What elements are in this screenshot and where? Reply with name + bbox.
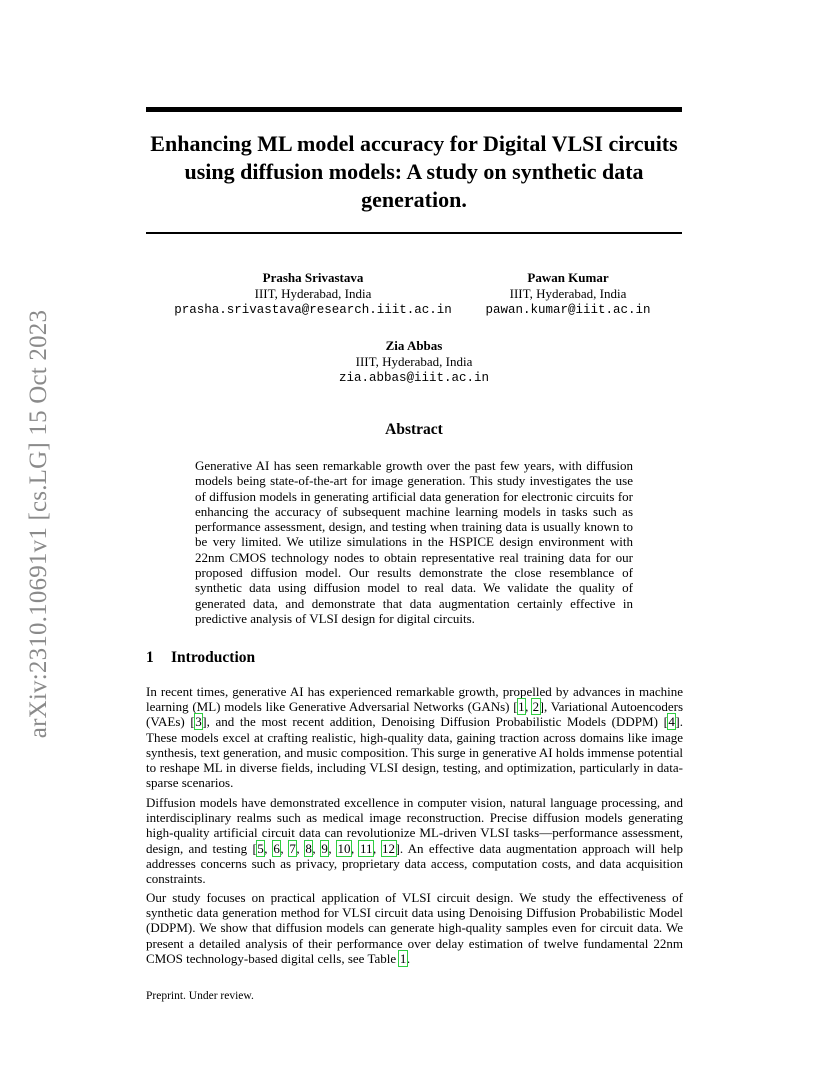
paragraph-text: ,: [280, 840, 289, 856]
author-name: Pawan Kumar: [527, 270, 609, 285]
paragraph-text: ,: [350, 840, 360, 856]
intro-paragraph-1: [146, 684, 683, 790]
author-affiliation: IIIT, Hyderabad, India: [254, 286, 372, 301]
paragraph-text: ,: [525, 699, 533, 715]
paragraph-text: In recent times, generative AI has experienced remarkable growth, propelled by advances in machine learning (ML) models like Generative Adversarial Networks (GANs) [: [146, 684, 683, 715]
citation-link[interactable]: 11: [359, 840, 373, 856]
citation-link[interactable]: 6: [273, 840, 280, 856]
paragraph-text: ,: [328, 840, 337, 856]
author-block-2: [476, 270, 660, 318]
paragraph-text: .: [406, 950, 411, 966]
paragraph-text: ]. These models excel at crafting realistic, high-quality data, gaining traction across domains like image synthesis, text generation, and music composition. This surge in generative AI holds immense potential to reshape ML in diverse fields, including VLSI design, testing, and optimization, particularly in data-sparse scenarios.: [146, 714, 683, 791]
arxiv-sidebar-stamp: [22, 290, 56, 758]
author-name: Zia Abbas: [385, 338, 443, 353]
page-footer-note: Preprint. Under review.: [146, 990, 254, 1002]
paragraph-text: ], Variational Autoencoders (VAEs) [: [146, 699, 684, 730]
citation-link[interactable]: 5: [257, 840, 264, 856]
title-top-rule: [146, 107, 682, 112]
paper-title: Enhancing ML model accuracy for Digital VLSI circuits using diffusion models: A study on synthetic data generation.: [150, 131, 678, 212]
abstract-heading: Abstract: [385, 421, 443, 438]
title-bottom-rule: [146, 232, 682, 234]
arxiv-identifier: arXiv:2310.10691v1 [cs.LG] 15 Oct 2023: [25, 309, 52, 739]
paragraph-text: ,: [264, 840, 273, 856]
intro-paragraph-3: [146, 890, 683, 966]
paragraph-text: ,: [312, 840, 321, 856]
author-block-1: [168, 270, 458, 318]
paragraph-text: Diffusion models have demonstrated excellence in computer vision, natural language processing, and interdisciplinary realms such as medical image reconstruction. Precise diffusion models generating high-quality artificial circuit data can revolutionize ML-driven VLSI tasks—performance assessment, design, and testing [: [146, 795, 683, 856]
paragraph-text: ]. An effective data augmentation approach will help addresses concerns such as privacy, proprietary data access, computation costs, and data acquisition constraints.: [146, 840, 684, 887]
author-email[interactable]: prasha.srivastava@research.iiit.ac.in: [174, 303, 452, 317]
citation-link[interactable]: 7: [289, 840, 296, 856]
author-email[interactable]: zia.abbas@iiit.ac.in: [338, 371, 490, 385]
section-title: Introduction: [171, 649, 256, 666]
section-heading: [146, 649, 682, 667]
section-number: 1: [146, 649, 154, 666]
abstract-text: Generative AI has seen remarkable growth over the past few years, with diffusion models being state-of-the-art for image generation. This study investigates the use of diffusion models in generating artificial data generation for electronic circuits for enhancing the accuracy of subsequent machine learning models in tasks such as performance assessment, design, and testing when training data is usually known to be very limited. We utilize simulations in the HSPICE design environment with 22nm CMOS technology nodes to obtain representative real training data for our proposed diffusion model. Our results demonstrate the close resemblance of synthetic data using diffusion model to real data. We validate the quality of generated data, and demonstrate that data augmentation certainly effective in predictive analysis of VLSI design for digital circuits.: [195, 458, 633, 626]
paragraph-text: ,: [296, 840, 305, 856]
paragraph-text: Our study focuses on practical application of VLSI circuit design. We study the effectiveness of synthetic data generation method for VLSI circuit data using Denoising Diffusion Probabilistic Model (DDPM). We show that diffusion models can generate high-quality samples even for circuit data. We present a detailed analysis of their performance over delay estimation of twelve fundamental 22nm CMOS technology-based digital cells, see Table: [146, 890, 683, 966]
intro-paragraph-2: [146, 795, 683, 886]
citation-link[interactable]: 8: [305, 840, 312, 856]
citation-link[interactable]: 1: [518, 699, 525, 715]
citation-link[interactable]: 3: [195, 714, 202, 730]
author-email[interactable]: pawan.kumar@iiit.ac.in: [485, 303, 651, 317]
author-block-3: [314, 338, 514, 386]
citation-link[interactable]: 12: [382, 840, 396, 856]
paragraph-text: ], and the most recent addition, Denoising Diffusion Probabilistic Models (DDPM) [: [202, 714, 668, 730]
citation-link[interactable]: 9: [321, 840, 328, 856]
paragraph-text: ,: [373, 840, 382, 856]
author-name: Prasha Srivastava: [262, 270, 364, 285]
citation-link[interactable]: 2: [532, 699, 540, 715]
citation-link[interactable]: 10: [337, 840, 351, 856]
citation-link[interactable]: 4: [668, 714, 675, 730]
author-affiliation: IIIT, Hyderabad, India: [355, 354, 473, 369]
table-reference-link[interactable]: 1: [399, 950, 407, 966]
author-affiliation: IIIT, Hyderabad, India: [509, 286, 627, 301]
